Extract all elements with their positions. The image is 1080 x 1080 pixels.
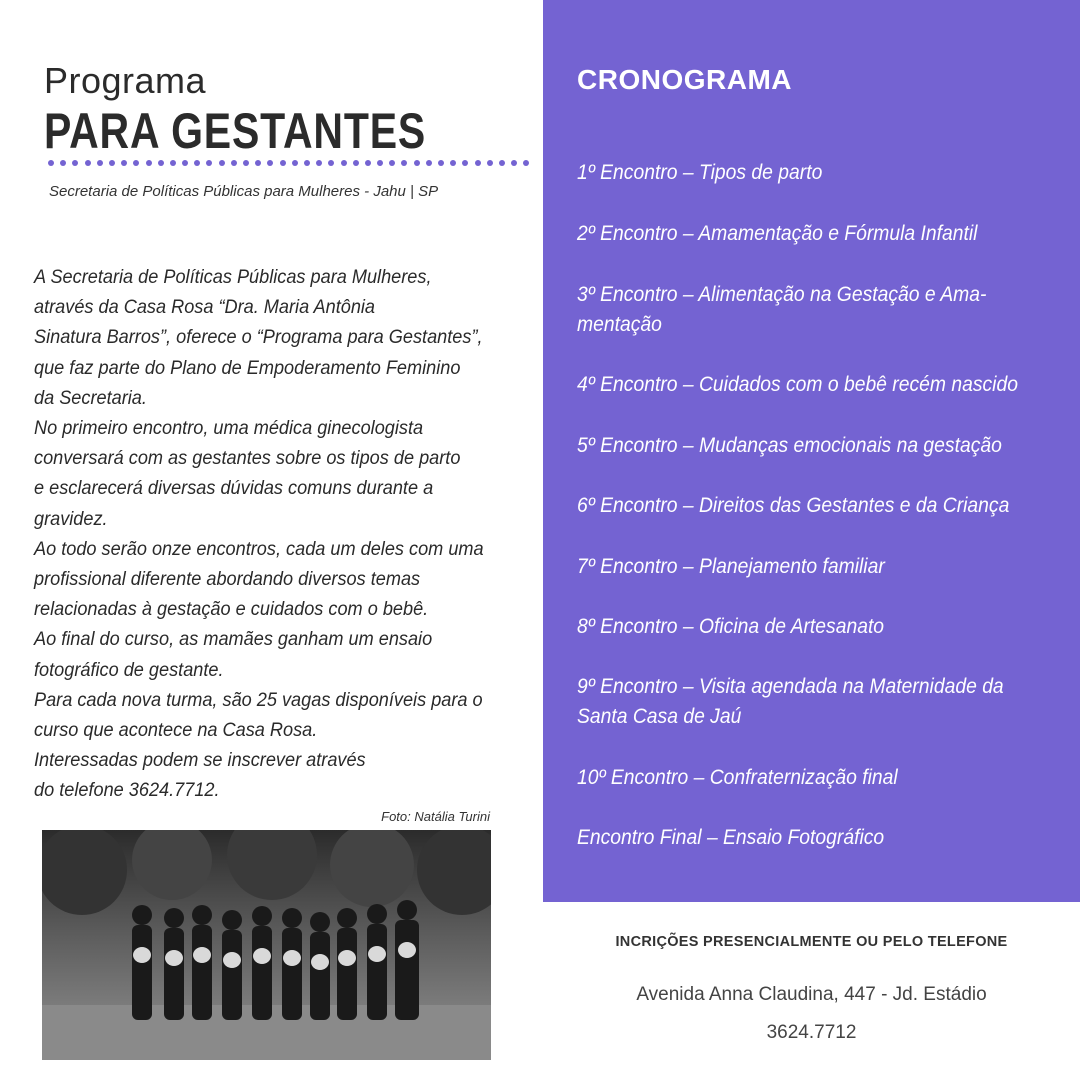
schedule-item: 2º Encontro – Amamentação e Fórmula Infantil [577, 222, 978, 245]
body-text: A Secretaria de Políticas Públicas para Mulheres, através da Casa Rosa “Dra. Maria Antônia Sinatura Barros”, oferece o “Programa para Gestantes”, que faz parte do Plano de Empoderamento Feminino da Secretaria. No primeiro encontro, uma médica ginecologista conversará com as gestantes sobre os tipos de parto e esclarecerá diversas dúvidas comuns durante a gravidez. Ao todo serão onze encontros, cada um deles com uma profissional diferente abordando diversos temas relacionadas à gestação e cuidados com o bebê. Ao final do curso, as mamães ganham um ensaio fotográfico de gestante. Para cada nova turma, são 25 vagas disponíveis para o curso que acontece na Casa Rosa. Interessadas podem se inscrever através do telefone 3624.7712. [34, 266, 484, 802]
divider-dot [194, 160, 200, 166]
divider-dot [328, 160, 334, 166]
schedule-item: 4º Encontro – Cuidados com o bebê recém nascido [577, 373, 1018, 396]
schedule-item: Encontro Final – Ensaio Fotográfico [577, 826, 885, 849]
divider-dot [462, 160, 468, 166]
address: Avenida Anna Claudina, 447 - Jd. Estádio [636, 984, 987, 1005]
divider-dot [206, 160, 212, 166]
registration-title: INCRIÇÕES PRESENCIALMENTE OU PELO TELEFONE [615, 934, 1008, 950]
schedule-item: 9º Encontro – Visita agendada na Maternidade da Santa Casa de Jaú [577, 675, 1004, 728]
divider-dot [146, 160, 152, 166]
divider-dot [475, 160, 481, 166]
divider-dot [97, 160, 103, 166]
schedule-item: 3º Encontro – Alimentação na Gestação e Ama- mentação [577, 283, 987, 336]
divider-dot [292, 160, 298, 166]
schedule-item: 5º Encontro – Mudanças emocionais na gestação [577, 434, 1002, 457]
divider-dot [389, 160, 395, 166]
divider-dot [219, 160, 225, 166]
divider-dot [231, 160, 237, 166]
divider-dot [438, 160, 444, 166]
group-photo-illustration [42, 830, 491, 1060]
schedule-panel [543, 0, 1080, 902]
divider-dot [365, 160, 371, 166]
divider-dot [72, 160, 78, 166]
divider-dot [353, 160, 359, 166]
divider-dot [426, 160, 432, 166]
divider-dot [316, 160, 322, 166]
photo-credit: Foto: Natália Turini [381, 809, 490, 824]
divider-dot [341, 160, 347, 166]
divider-dot [133, 160, 139, 166]
schedule-item: 8º Encontro – Oficina de Artesanato [577, 615, 885, 638]
dotted-divider [48, 160, 529, 166]
divider-dot [523, 160, 529, 166]
schedule-item: 1º Encontro – Tipos de parto [577, 161, 823, 184]
divider-dot [377, 160, 383, 166]
divider-dot [304, 160, 310, 166]
divider-dot [158, 160, 164, 166]
divider-dot [414, 160, 420, 166]
group-photo [42, 830, 491, 1060]
divider-dot [170, 160, 176, 166]
schedule-item: 6º Encontro – Direitos das Gestantes e da Criança [577, 494, 1010, 517]
divider-dot [109, 160, 115, 166]
divider-dot [267, 160, 273, 166]
divider-dot [48, 160, 54, 166]
divider-dot [121, 160, 127, 166]
divider-dot [487, 160, 493, 166]
page-title: PARA GESTANTES [44, 103, 427, 159]
divider-dot [182, 160, 188, 166]
divider-dot [255, 160, 261, 166]
subtitle: Secretaria de Políticas Públicas para Mulheres - Jahu | SP [49, 183, 439, 200]
phone-number: 3624.7712 [766, 1022, 857, 1043]
schedule-title: CRONOGRAMA [577, 64, 792, 95]
divider-dot [511, 160, 517, 166]
title-small: Programa [44, 60, 207, 101]
divider-dot [243, 160, 249, 166]
schedule-item: 10º Encontro – Confraternização final [577, 766, 898, 789]
divider-dot [85, 160, 91, 166]
divider-dot [499, 160, 505, 166]
divider-dot [450, 160, 456, 166]
divider-dot [401, 160, 407, 166]
divider-dot [60, 160, 66, 166]
schedule-item: 7º Encontro – Planejamento familiar [577, 555, 885, 578]
divider-dot [280, 160, 286, 166]
